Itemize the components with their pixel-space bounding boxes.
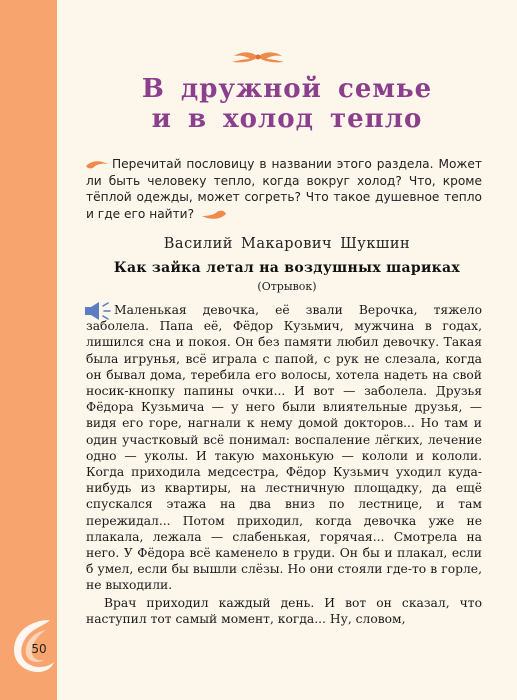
page-number: 50 bbox=[31, 642, 47, 656]
title-line-1: В дружной семье bbox=[141, 74, 433, 104]
decorative-flourish-icon bbox=[228, 50, 288, 64]
title-line-2: и в холод тепло bbox=[151, 104, 423, 134]
page-title bbox=[57, 74, 517, 134]
story-paragraph-2: Врач приходил каждый день. И вот он сказал, что наступил тот самый момент, когда... Ну, словом, bbox=[86, 595, 482, 626]
story-body bbox=[86, 302, 482, 627]
story-paragraph-1: Маленькая девочка, её звали Верочка, тяжело заболела. Папа её, Фёдор Кузьмич, мужчина в годах, лишился сна и покоя. Он без памяти любил девочку. Такая была игрунья, всё играла с папой, с рук не слезала, когда он бывал дома, теребила его волосы, хотела надеть на свой носик-кнопку папины очки... И вот — заболела. Друзья Фёдора Кузьмича — у него были влиятельные друзья, — видя его горе, нагнали к нему домой докторов... Но там и один участковый всё понимал: воспаление лёгких, лечение одно — уколы. И такую махонькую — кололи и кололи. Когда приходила медсестра, Фёдор Кузьмич уходил куда-нибудь из квартиры, на лестничную площадку, да ещё спускался этажа на два вниз по лестнице, и там пережидал... Потом приходил, когда девочка уже не плакала, лежала — слабенькая, горячая... Смотрела на него. У Фёдора всё каменело в груди. Он бы и плакал, если б умел, если бы вышли слёзы. Но они стояли где-то в горле, не выходили. bbox=[86, 303, 482, 593]
flourish-bullet-icon bbox=[86, 160, 108, 170]
question-block bbox=[86, 156, 482, 222]
story-title: Как зайка летал на воздушных шариках bbox=[113, 260, 461, 276]
excerpt-label: (Отрывок) bbox=[257, 280, 317, 293]
flourish-end-icon bbox=[202, 210, 226, 220]
question-text: Перечитай пословицу в названии этого раздела. Может ли быть человеку тепло, когда вокруг холод? Что, кроме тёплой одежды, может согреть? Что такое душевное тепло и где его найти? bbox=[86, 157, 482, 221]
left-color-band bbox=[0, 0, 57, 700]
author-name: Василий Макарович Шукшин bbox=[163, 236, 411, 252]
